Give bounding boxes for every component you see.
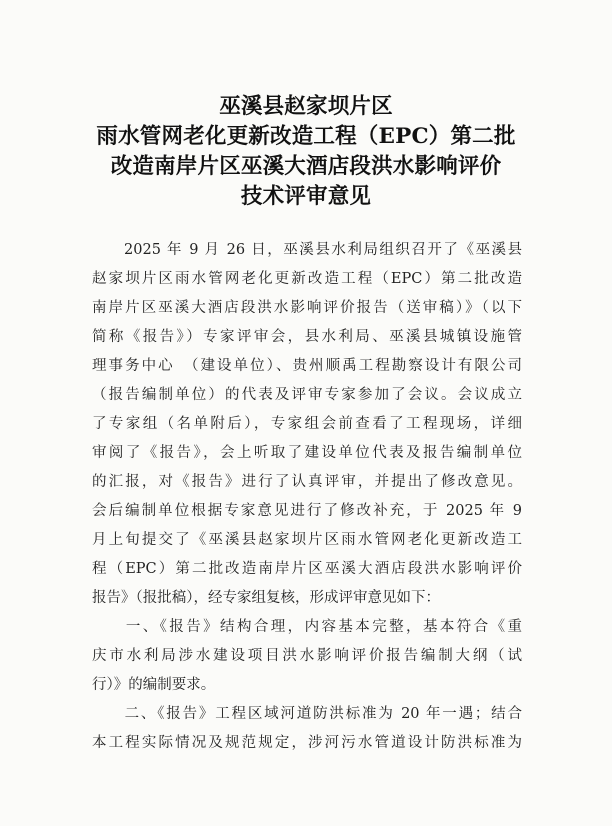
body-line-14: 一、《报告》结构合理，内容基本完整，基本符合《重 [92, 619, 522, 635]
body-line-12: 程（EPC）第二批改造南岸片区巫溪大酒店段洪水影响评价 [92, 561, 522, 577]
title-line-2: 雨水管网老化更新改造工程（EPC）第二批 [96, 124, 516, 149]
body-line-17: 二、《报告》工程区域河道防洪标准为 20 年一遇；结合 [92, 706, 522, 722]
body-line-10: 会后编制单位根据专家意见进行了修改补充，于 2025 年 9 [92, 503, 522, 519]
body-line-7: 了专家组（名单附后），专家组会前查看了工程现场，详细 [92, 416, 522, 432]
body-line-4: 简称《报告》）专家评审会，县水利局、巫溪县城镇设施管 [92, 329, 522, 345]
title-line-3: 改造南岸片区巫溪大酒店段洪水影响评价 [110, 154, 502, 179]
body-line-3: 南岸片区巫溪大酒店段洪水影响评价报告（送审稿）》（以下 [92, 300, 522, 316]
body-line-5: 理事务中心 （建设单位）、贵州顺禹工程勘察设计有限公司 [92, 358, 522, 374]
document-body [92, 236, 522, 758]
body-line-9: 的汇报，对《报告》进行了认真评审，并提出了修改意见。 [92, 474, 522, 490]
title-line-4: 技术评审意见 [240, 184, 372, 209]
body-line-8: 审阅了《报告》，会上听取了建设单位代表及报告编制单位 [92, 445, 522, 461]
body-line-1: 2025 年 9 月 26 日，巫溪县水利局组织召开了《巫溪县 [92, 242, 522, 258]
body-line-16: 行）》的编制要求。 [92, 677, 216, 693]
body-line-2: 赵家坝片区雨水管网老化更新改造工程（EPC）第二批改造 [92, 271, 522, 287]
body-line-13: 报告》（报批稿），经专家组复核，形成评审意见如下： [92, 590, 440, 606]
body-line-11: 月上旬提交了《巫溪县赵家坝片区雨水管网老化更新改造工 [92, 532, 522, 548]
title-line-1: 巫溪县赵家坝片区 [219, 94, 393, 119]
body-line-18: 本工程实际情况及规范规定，涉河污水管道设计防洪标准为 [92, 735, 522, 751]
body-line-15: 庆市水利局涉水建设项目洪水影响评价报告编制大纲（试 [92, 648, 522, 664]
document-title [70, 92, 542, 212]
body-line-6: （报告编制单位）的代表及评审专家参加了会议。会议成立 [92, 387, 522, 403]
